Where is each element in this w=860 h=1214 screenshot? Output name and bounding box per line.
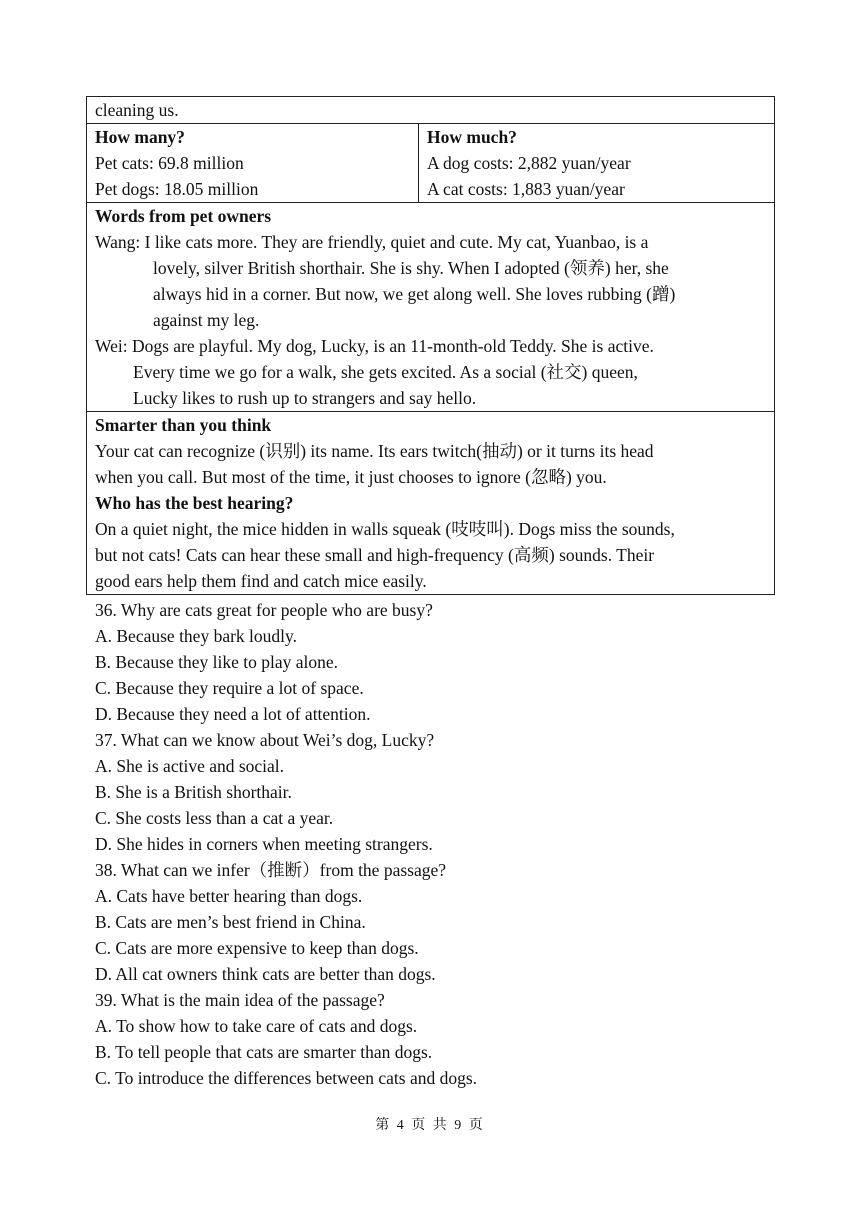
answer-option: B. Because they like to play alone.	[95, 652, 338, 672]
owners-heading: Words from pet owners	[95, 206, 272, 226]
wang-quote-line: always hid in a corner. But now, we get along well. She loves rubbing (蹭)	[153, 284, 676, 304]
hearing-line: good ears help them find and catch mice easily.	[95, 571, 427, 591]
table-row	[87, 412, 775, 595]
smarter-heading: Smarter than you think	[95, 415, 272, 435]
table-row	[87, 97, 775, 124]
continued-text: cleaning us.	[87, 97, 775, 124]
pet-info-table	[86, 96, 775, 595]
smarter-line: Your cat can recognize (识别) its name. Its ears twitch(抽动) or it turns its head	[95, 441, 654, 461]
wang-quote-line: lovely, silver British shorthair. She is shy. When I adopted (领养) her, she	[153, 258, 669, 278]
hearing-line: On a quiet night, the mice hidden in walls squeak (吱吱叫). Dogs miss the sounds,	[95, 519, 675, 539]
wei-quote-line: Lucky likes to rush up to strangers and say hello.	[133, 388, 477, 408]
answer-option: B. She is a British shorthair.	[95, 782, 292, 802]
answer-option: D. She hides in corners when meeting strangers.	[95, 834, 433, 854]
cat-cost-line: A cat costs: 1,883 yuan/year	[427, 179, 625, 199]
pet-cats-line: Pet cats: 69.8 million	[95, 153, 244, 173]
answer-option: C. Cats are more expensive to keep than dogs.	[95, 938, 419, 958]
hearing-line: but not cats! Cats can hear these small and high-frequency (高频) sounds. Their	[95, 545, 655, 565]
question-list	[86, 597, 776, 1091]
table-row	[87, 124, 775, 203]
question-stem: 36. Why are cats great for people who are busy?	[95, 600, 433, 620]
facts-cell	[87, 412, 775, 595]
question-stem: 38. What can we infer（推断）from the passage?	[95, 860, 447, 880]
wei-quote-line: Wei: Dogs are playful. My dog, Lucky, is an 11-month-old Teddy. She is active.	[95, 336, 654, 356]
answer-option: C. She costs less than a cat a year.	[95, 808, 334, 828]
answer-option: C. Because they require a lot of space.	[95, 678, 364, 698]
dog-cost-line: A dog costs: 2,882 yuan/year	[427, 153, 631, 173]
answer-option: A. Cats have better hearing than dogs.	[95, 886, 363, 906]
pet-dogs-line: Pet dogs: 18.05 million	[95, 179, 259, 199]
answer-option: B. Cats are men’s best friend in China.	[95, 912, 366, 932]
smarter-line: when you call. But most of the time, it just chooses to ignore (忽略) you.	[95, 467, 607, 487]
answer-option: A. She is active and social.	[95, 756, 285, 776]
how-many-cell	[87, 124, 419, 203]
wei-quote-line: Every time we go for a walk, she gets excited. As a social (社交) queen,	[133, 362, 638, 382]
how-many-heading: How many?	[95, 127, 185, 147]
answer-option: A. To show how to take care of cats and dogs.	[95, 1016, 418, 1036]
hearing-heading: Who has the best hearing?	[95, 493, 294, 513]
answer-option: D. Because they need a lot of attention.	[95, 704, 371, 724]
wang-quote-line: Wang: I like cats more. They are friendly, quiet and cute. My cat, Yuanbao, is a	[95, 232, 649, 252]
table-row	[87, 203, 775, 412]
answer-option: C. To introduce the differences between cats and dogs.	[95, 1068, 478, 1088]
how-much-cell	[419, 124, 775, 203]
how-much-heading: How much?	[427, 127, 517, 147]
question-stem: 39. What is the main idea of the passage?	[95, 990, 385, 1010]
owners-cell	[87, 203, 775, 412]
document-page	[86, 96, 776, 1091]
page-footer: 第 4 页 共 9 页	[375, 1118, 485, 1133]
answer-option: A. Because they bark loudly.	[95, 626, 298, 646]
answer-option: D. All cat owners think cats are better than dogs.	[95, 964, 436, 984]
question-stem: 37. What can we know about Wei’s dog, Lucky?	[95, 730, 435, 750]
answer-option: B. To tell people that cats are smarter than dogs.	[95, 1042, 433, 1062]
wang-quote-line: against my leg.	[153, 310, 260, 330]
